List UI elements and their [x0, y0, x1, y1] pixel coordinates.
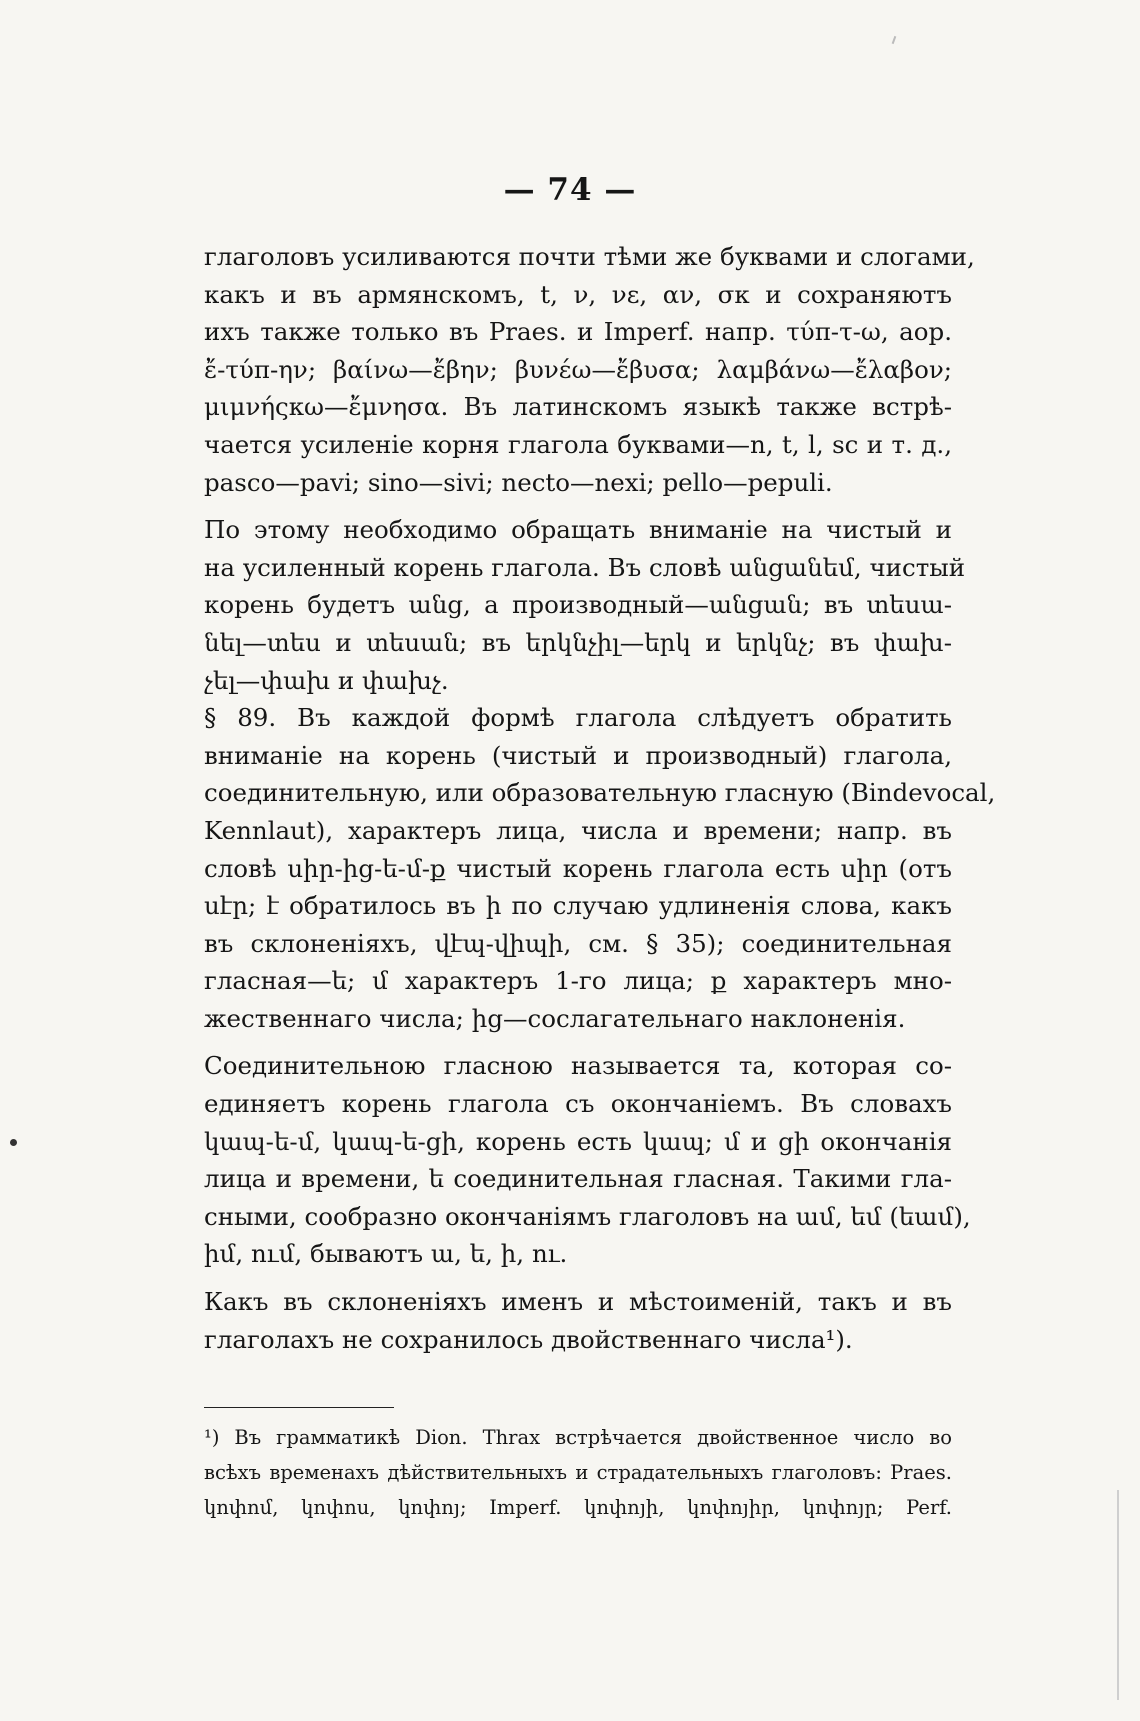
page-number: — 74 — — [503, 172, 637, 208]
text-line: իմ, ում, бываютъ ա, ե, ի, ու. — [204, 1239, 568, 1269]
text-line: pasco—pavi; sino—sivi; necto—nexi; pello—pepuli. — [204, 467, 833, 497]
footnote — [204, 1420, 952, 1525]
text-line: единяетъ корень глагола съ окончаніемъ. Въ словахъ — [204, 1089, 952, 1119]
body-text — [204, 238, 996, 1358]
footnote-line: всѣхъ временахъ дѣйствительныхъ и страдательныхъ глаголовъ: Praes. — [204, 1461, 952, 1484]
text-line: ихъ также только въ Praes. и Imperf. напр. τύπ-τ-ω, аор. — [204, 317, 952, 347]
text-line: ἔ-τύπ-ην; βαίνω—ἔβην; βυνέω—ἔβυσα; λαμβάνω—ἔλαβον; — [204, 354, 952, 384]
text-line: чается усиленіе корня глагола буквами—n, t, l, sc и т. д., — [204, 429, 952, 459]
text-line: սէր; է обратилось въ ի по случаю удлиненія слова, какъ — [204, 891, 952, 921]
text-line: Kennlaut), характеръ лица, числа и времени; напр. въ — [204, 815, 952, 845]
text-line: вниманіе на корень (чистый и производный) глагола, — [204, 740, 952, 770]
text-line: соединительную, или образовательную гласную (Bindevocal, — [204, 778, 996, 808]
footnote-divider — [204, 1407, 394, 1408]
text-line: лица и времени, ե соединительная гласная. Такими гла- — [204, 1164, 952, 1194]
scan-edge-line — [1117, 1490, 1119, 1700]
scan-dot — [10, 1139, 17, 1146]
text-line: չել—փախ и փախչ. — [204, 665, 449, 695]
footnote-line: ¹) Въ грамматикѣ Dion. Thrax встрѣчается двойственное число во — [204, 1426, 952, 1449]
text-line: жественнаго числа; ից—сослагательнаго наклоненія. — [204, 1003, 906, 1033]
text-line: նել—տես и տեսան; въ երկնչիլ—երկ и երկնչ; въ փախ- — [204, 627, 952, 657]
text-line: корень будетъ անց, а производный—անցան; въ տեսա- — [204, 590, 952, 620]
text-line: глаголовъ усиливаются почти тѣми же буквами и слогами, — [204, 242, 975, 271]
text-line: μιμνήςκω—ἔμνησα. Въ латинскомъ языкѣ также встрѣ- — [204, 392, 952, 422]
text-line: Какъ въ склоненіяхъ именъ и мѣстоименій, такъ и въ — [204, 1287, 952, 1317]
text-line: глаголахъ не сохранилось двойственнаго числа¹). — [204, 1324, 853, 1354]
text-line: какъ и въ армянскомъ, t, ν, νε, αν, σκ и сохраняютъ — [204, 279, 952, 309]
text-line: Соединительною гласною называется та, которая со- — [204, 1051, 952, 1081]
text-line: гласная—ե; մ характеръ 1-го лица; ք характеръ мно- — [204, 966, 952, 996]
scan-mark — [892, 36, 897, 44]
text-line: § 89. Въ каждой формѣ глагола слѣдуетъ обратить — [204, 703, 952, 733]
footnote-line: կոփոմ, կոփոս, կոփոյ; Imperf. կոփոյի, կոփոյիր, կոփոյր; Perf. — [204, 1496, 952, 1519]
text-line: կապ-ե-մ, կապ-ե-ցի, корень есть կապ; մ и ցի окончанія — [204, 1126, 952, 1156]
text-line: По этому необходимо обращать вниманіе на чистый и — [204, 515, 952, 545]
text-line: въ склоненіяхъ, վէպ-վիպի, см. § 35); соединительная — [204, 928, 952, 958]
text-line: словѣ սիր-ից-ե-մ-ք чистый корень глагола есть սիր (отъ — [204, 853, 952, 883]
text-line: сными, сообразно окончаніямъ глаголовъ на ամ, եմ (եամ), — [204, 1201, 971, 1231]
text-line: на усиленный корень глагола. Въ словѣ անցանեմ, чистый — [204, 552, 966, 582]
